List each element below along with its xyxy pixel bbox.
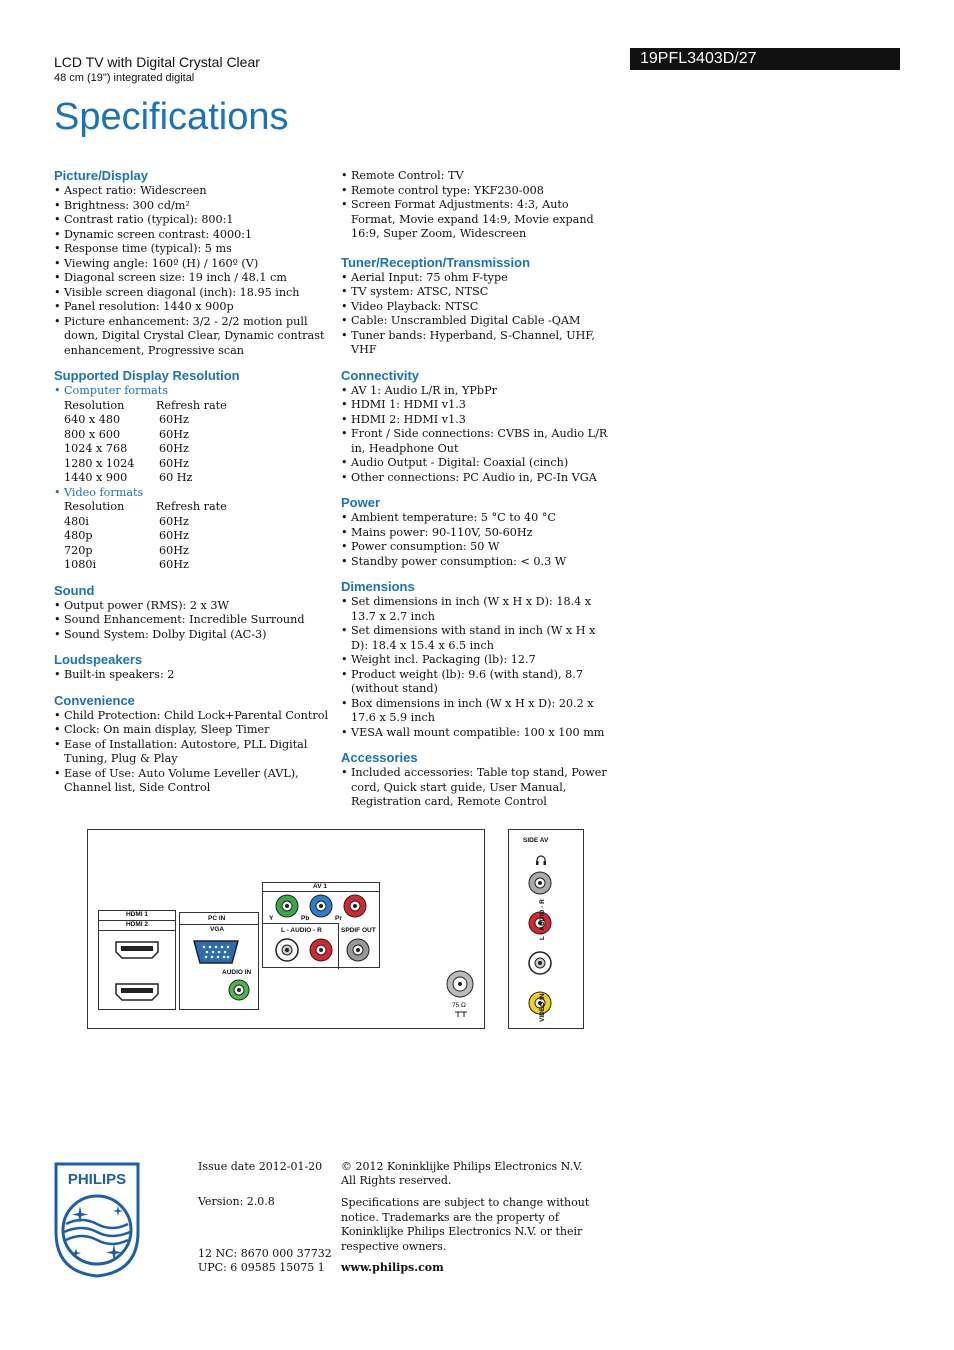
table-row xyxy=(64,428,329,443)
audio-in-jack-icon xyxy=(228,979,250,1001)
section-heading-convenience: Convenience xyxy=(54,692,135,708)
list-item: • AV 1: Audio L/R in, YPbPr xyxy=(341,384,616,399)
table-cell: 480p xyxy=(64,529,93,542)
audio-in-label: AUDIO IN xyxy=(222,969,252,976)
list-item: • Picture enhancement: 3/2 - 2/2 motion pull down, Digital Crystal Clear, Dynamic contrast enhancement, Progressive scan xyxy=(54,315,329,359)
upc-number: UPC: 6 09585 15075 1 xyxy=(198,1261,325,1274)
connectivity-list xyxy=(341,384,616,486)
list-item: • Aspect ratio: Widescreen xyxy=(54,184,329,199)
list-item: • Aerial Input: 75 ohm F-type xyxy=(341,271,616,286)
side-audio-l-jack-icon xyxy=(527,950,553,976)
computer-formats-label: • Computer formats xyxy=(54,384,329,399)
spdif-jack-icon xyxy=(345,937,371,963)
vga-label: VGA xyxy=(210,926,225,933)
issue-date: Issue date 2012-01-20 xyxy=(198,1160,323,1173)
table-cell: 60Hz xyxy=(159,442,189,455)
list-item: • Diagonal screen size: 19 inch / 48.1 cm xyxy=(54,271,329,286)
table-cell: 60Hz xyxy=(159,543,189,557)
pb-label: Pb xyxy=(301,915,310,922)
list-item: • Weight incl. Packaging (lb): 12.7 xyxy=(341,653,616,668)
version: Version: 2.0.8 xyxy=(198,1195,275,1208)
list-item: • Ease of Use: Auto Volume Leveller (AVL), Channel list, Side Control xyxy=(54,767,329,796)
table-cell: 60 Hz xyxy=(159,471,193,484)
list-item: • Set dimensions with stand in inch (W x H x D): 18.4 x 15.4 x 6.5 inch xyxy=(341,624,616,653)
table-header-cell: Resolution xyxy=(64,398,125,412)
list-item: • VESA wall mount compatible: 100 x 100 mm xyxy=(341,726,616,741)
table-cell: 60Hz xyxy=(159,427,189,441)
table-cell: 60Hz xyxy=(159,558,189,571)
left-column xyxy=(54,168,329,796)
video-formats-label: • Video formats xyxy=(54,486,329,501)
av1-block xyxy=(262,882,380,968)
table-cell: 640 x 480 xyxy=(64,413,121,426)
section-heading-power: Power xyxy=(341,495,381,510)
list-item: • Tuner bands: Hyperband, S-Channel, UHF, VHF xyxy=(341,329,616,358)
hdmi-block xyxy=(98,910,176,1010)
table-cell: 60Hz xyxy=(159,529,189,542)
remote-list xyxy=(341,169,616,242)
spdif-out-label: SPDIF OUT xyxy=(341,927,376,934)
list-item: • Standby power consumption: < 0.3 W xyxy=(341,555,616,570)
list-item: • Panel resolution: 1440 x 900p xyxy=(54,300,329,315)
website-link[interactable]: www.philips.com xyxy=(341,1261,444,1274)
section-heading-dimensions: Dimensions xyxy=(341,579,415,594)
table-header xyxy=(64,500,329,515)
list-item: • Cable: Unscrambled Digital Cable -QAM xyxy=(341,314,616,329)
sound-list xyxy=(54,599,329,643)
table-cell: 1080i xyxy=(64,558,97,571)
list-item: • Front / Side connections: CVBS in, Audio L/R in, Headphone Out xyxy=(341,427,616,456)
table-header-cell: Refresh rate xyxy=(156,500,227,513)
list-item: • Visible screen diagonal (inch): 18.95 inch xyxy=(54,286,329,301)
headphone-icon xyxy=(535,854,547,866)
list-item: • HDMI 1: HDMI v1.3 xyxy=(341,398,616,413)
hdmi2-port-icon xyxy=(115,983,159,1001)
ohm-label: 75 Ω xyxy=(452,1002,466,1009)
pr-label: Pr xyxy=(335,915,342,922)
list-item: • Screen Format Adjustments: 4:3, Auto Format, Movie expand 14:9, Movie expand 16:9, Super Zoom, Widescreen xyxy=(341,198,616,242)
table-cell: 1440 x 900 xyxy=(64,471,128,484)
table-header xyxy=(64,399,329,414)
dimensions-list xyxy=(341,595,616,740)
list-item: • Power consumption: 50 W xyxy=(341,540,616,555)
list-item: • TV system: ATSC, NTSC xyxy=(341,285,616,300)
table-header-cell: Resolution xyxy=(64,500,125,513)
list-item: • Other connections: PC Audio in, PC-In VGA xyxy=(341,471,616,486)
list-item: • Box dimensions in inch (W x H x D): 20.2 x 17.6 x 5.9 inch xyxy=(341,697,616,726)
loudspeakers-list xyxy=(54,668,329,683)
list-item: • Response time (typical): 5 ms xyxy=(54,242,329,257)
model-number: 19PFL3403D/27 xyxy=(630,48,900,70)
computer-formats-table xyxy=(54,399,329,486)
hdmi1-port-icon xyxy=(115,941,159,959)
video-formats-table xyxy=(54,500,329,573)
section-heading-accessories: Accessories xyxy=(341,750,418,765)
list-item: • Dynamic screen contrast: 4000:1 xyxy=(54,228,329,243)
av1-label: AV 1 xyxy=(313,883,327,890)
list-item: • Output power (RMS): 2 x 3W xyxy=(54,599,329,614)
table-row xyxy=(64,413,329,428)
product-title: LCD TV with Digital Crystal Clear xyxy=(54,54,260,70)
hdmi2-label: HDMI 2 xyxy=(125,921,149,928)
list-item: • Sound System: Dolby Digital (AC-3) xyxy=(54,628,329,643)
list-item: • Child Protection: Child Lock+Parental Control xyxy=(54,709,329,724)
section-heading-tuner: Tuner/Reception/Transmission xyxy=(341,254,531,270)
table-cell: 720p xyxy=(64,543,93,557)
rights: All Rights reserved. xyxy=(341,1174,452,1187)
power-list xyxy=(341,511,616,569)
rear-connector-panel xyxy=(87,829,485,1029)
table-cell: 60Hz xyxy=(159,456,189,470)
video-in-label: VIDEO IN xyxy=(539,993,546,1022)
l-audio-r-label: L - AUDIO - R xyxy=(281,927,322,934)
ground-icon xyxy=(454,1010,468,1018)
list-item: • Remote Control: TV xyxy=(341,169,616,184)
list-item: • Set dimensions in inch (W x H x D): 18.4 x 13.7 x 2.7 inch xyxy=(341,595,616,624)
convenience-list xyxy=(54,709,329,796)
table-row xyxy=(64,529,329,544)
table-cell: 60Hz xyxy=(159,514,189,528)
component-jacks-icon xyxy=(275,893,367,919)
philips-logo-text: PHILIPS xyxy=(67,1171,127,1188)
table-cell: 480i xyxy=(64,514,89,528)
headphone-jack-icon xyxy=(527,870,553,896)
accessories-list xyxy=(341,766,616,810)
product-subtitle: 48 cm (19") integrated digital xyxy=(54,72,195,84)
table-row xyxy=(64,544,329,559)
list-item: • Contrast ratio (typical): 800:1 xyxy=(54,213,329,228)
antenna-port-icon xyxy=(446,970,474,998)
table-row xyxy=(64,558,329,573)
vga-port-icon xyxy=(192,939,240,965)
section-heading-resolution: Supported Display Resolution xyxy=(54,368,240,383)
side-connector-panel xyxy=(508,829,584,1029)
list-item: • Included accessories: Table top stand, Power cord, Quick start guide, User Manual, Registration card, Remote Control xyxy=(341,766,616,810)
disclaimer: Specifications are subject to change without notice. Trademarks are the property of Koninklijke Philips Electronics N.V. or their respective owners. xyxy=(341,1196,590,1253)
side-audio-label: L - AUDIO - R xyxy=(539,899,546,940)
list-item: • Clock: On main display, Sleep Timer xyxy=(54,723,329,738)
table-cell: 800 x 600 xyxy=(64,427,121,441)
list-item: • Ease of Installation: Autostore, PLL Digital Tuning, Plug & Play xyxy=(54,738,329,767)
pc-in-block xyxy=(179,912,259,1010)
section-heading-connectivity: Connectivity xyxy=(341,367,420,383)
table-row xyxy=(64,515,329,530)
right-column xyxy=(341,169,616,810)
list-item: • Product weight (lb): 9.6 (with stand), 8.7 (without stand) xyxy=(341,668,616,697)
copyright: © 2012 Koninklijke Philips Electronics N.V. xyxy=(341,1160,583,1173)
audio-lr-jacks-icon xyxy=(275,937,335,963)
hdmi1-label: HDMI 1 xyxy=(125,911,149,918)
tuner-list xyxy=(341,271,616,358)
table-cell: 1280 x 1024 xyxy=(64,456,135,470)
section-heading-sound: Sound xyxy=(54,582,95,598)
table-cell: 1024 x 768 xyxy=(64,442,128,455)
pc-in-label: PC IN xyxy=(208,915,226,922)
table-row xyxy=(64,457,329,472)
list-item: • Sound Enhancement: Incredible Surround xyxy=(54,613,329,628)
page-title: Specifications xyxy=(54,96,289,138)
table-cell: 60Hz xyxy=(159,413,189,426)
list-item: • Remote control type: YKF230-008 xyxy=(341,184,616,199)
table-row xyxy=(64,471,329,486)
list-item: • Mains power: 90-110V, 50-60Hz xyxy=(341,526,616,541)
list-item: • Built-in speakers: 2 xyxy=(54,668,329,683)
list-item: • Audio Output - Digital: Coaxial (cinch) xyxy=(341,456,616,471)
section-heading-picture: Picture/Display xyxy=(54,168,148,183)
nc-number: 12 NC: 8670 000 37732 xyxy=(198,1247,332,1260)
table-header-cell: Refresh rate xyxy=(156,398,227,412)
y-label: Y xyxy=(269,915,274,922)
table-row xyxy=(64,442,329,457)
side-av-label: SIDE AV xyxy=(523,837,549,844)
picture-list xyxy=(54,184,329,358)
philips-logo xyxy=(54,1162,140,1278)
list-item: • HDMI 2: HDMI v1.3 xyxy=(341,413,616,428)
list-item: • Video Playback: NTSC xyxy=(341,300,616,315)
list-item: • Brightness: 300 cd/m² xyxy=(54,199,329,214)
list-item: • Viewing angle: 160º (H) / 160º (V) xyxy=(54,257,329,272)
section-heading-loudspeakers: Loudspeakers xyxy=(54,652,143,667)
list-item: • Ambient temperature: 5 °C to 40 °C xyxy=(341,511,616,526)
